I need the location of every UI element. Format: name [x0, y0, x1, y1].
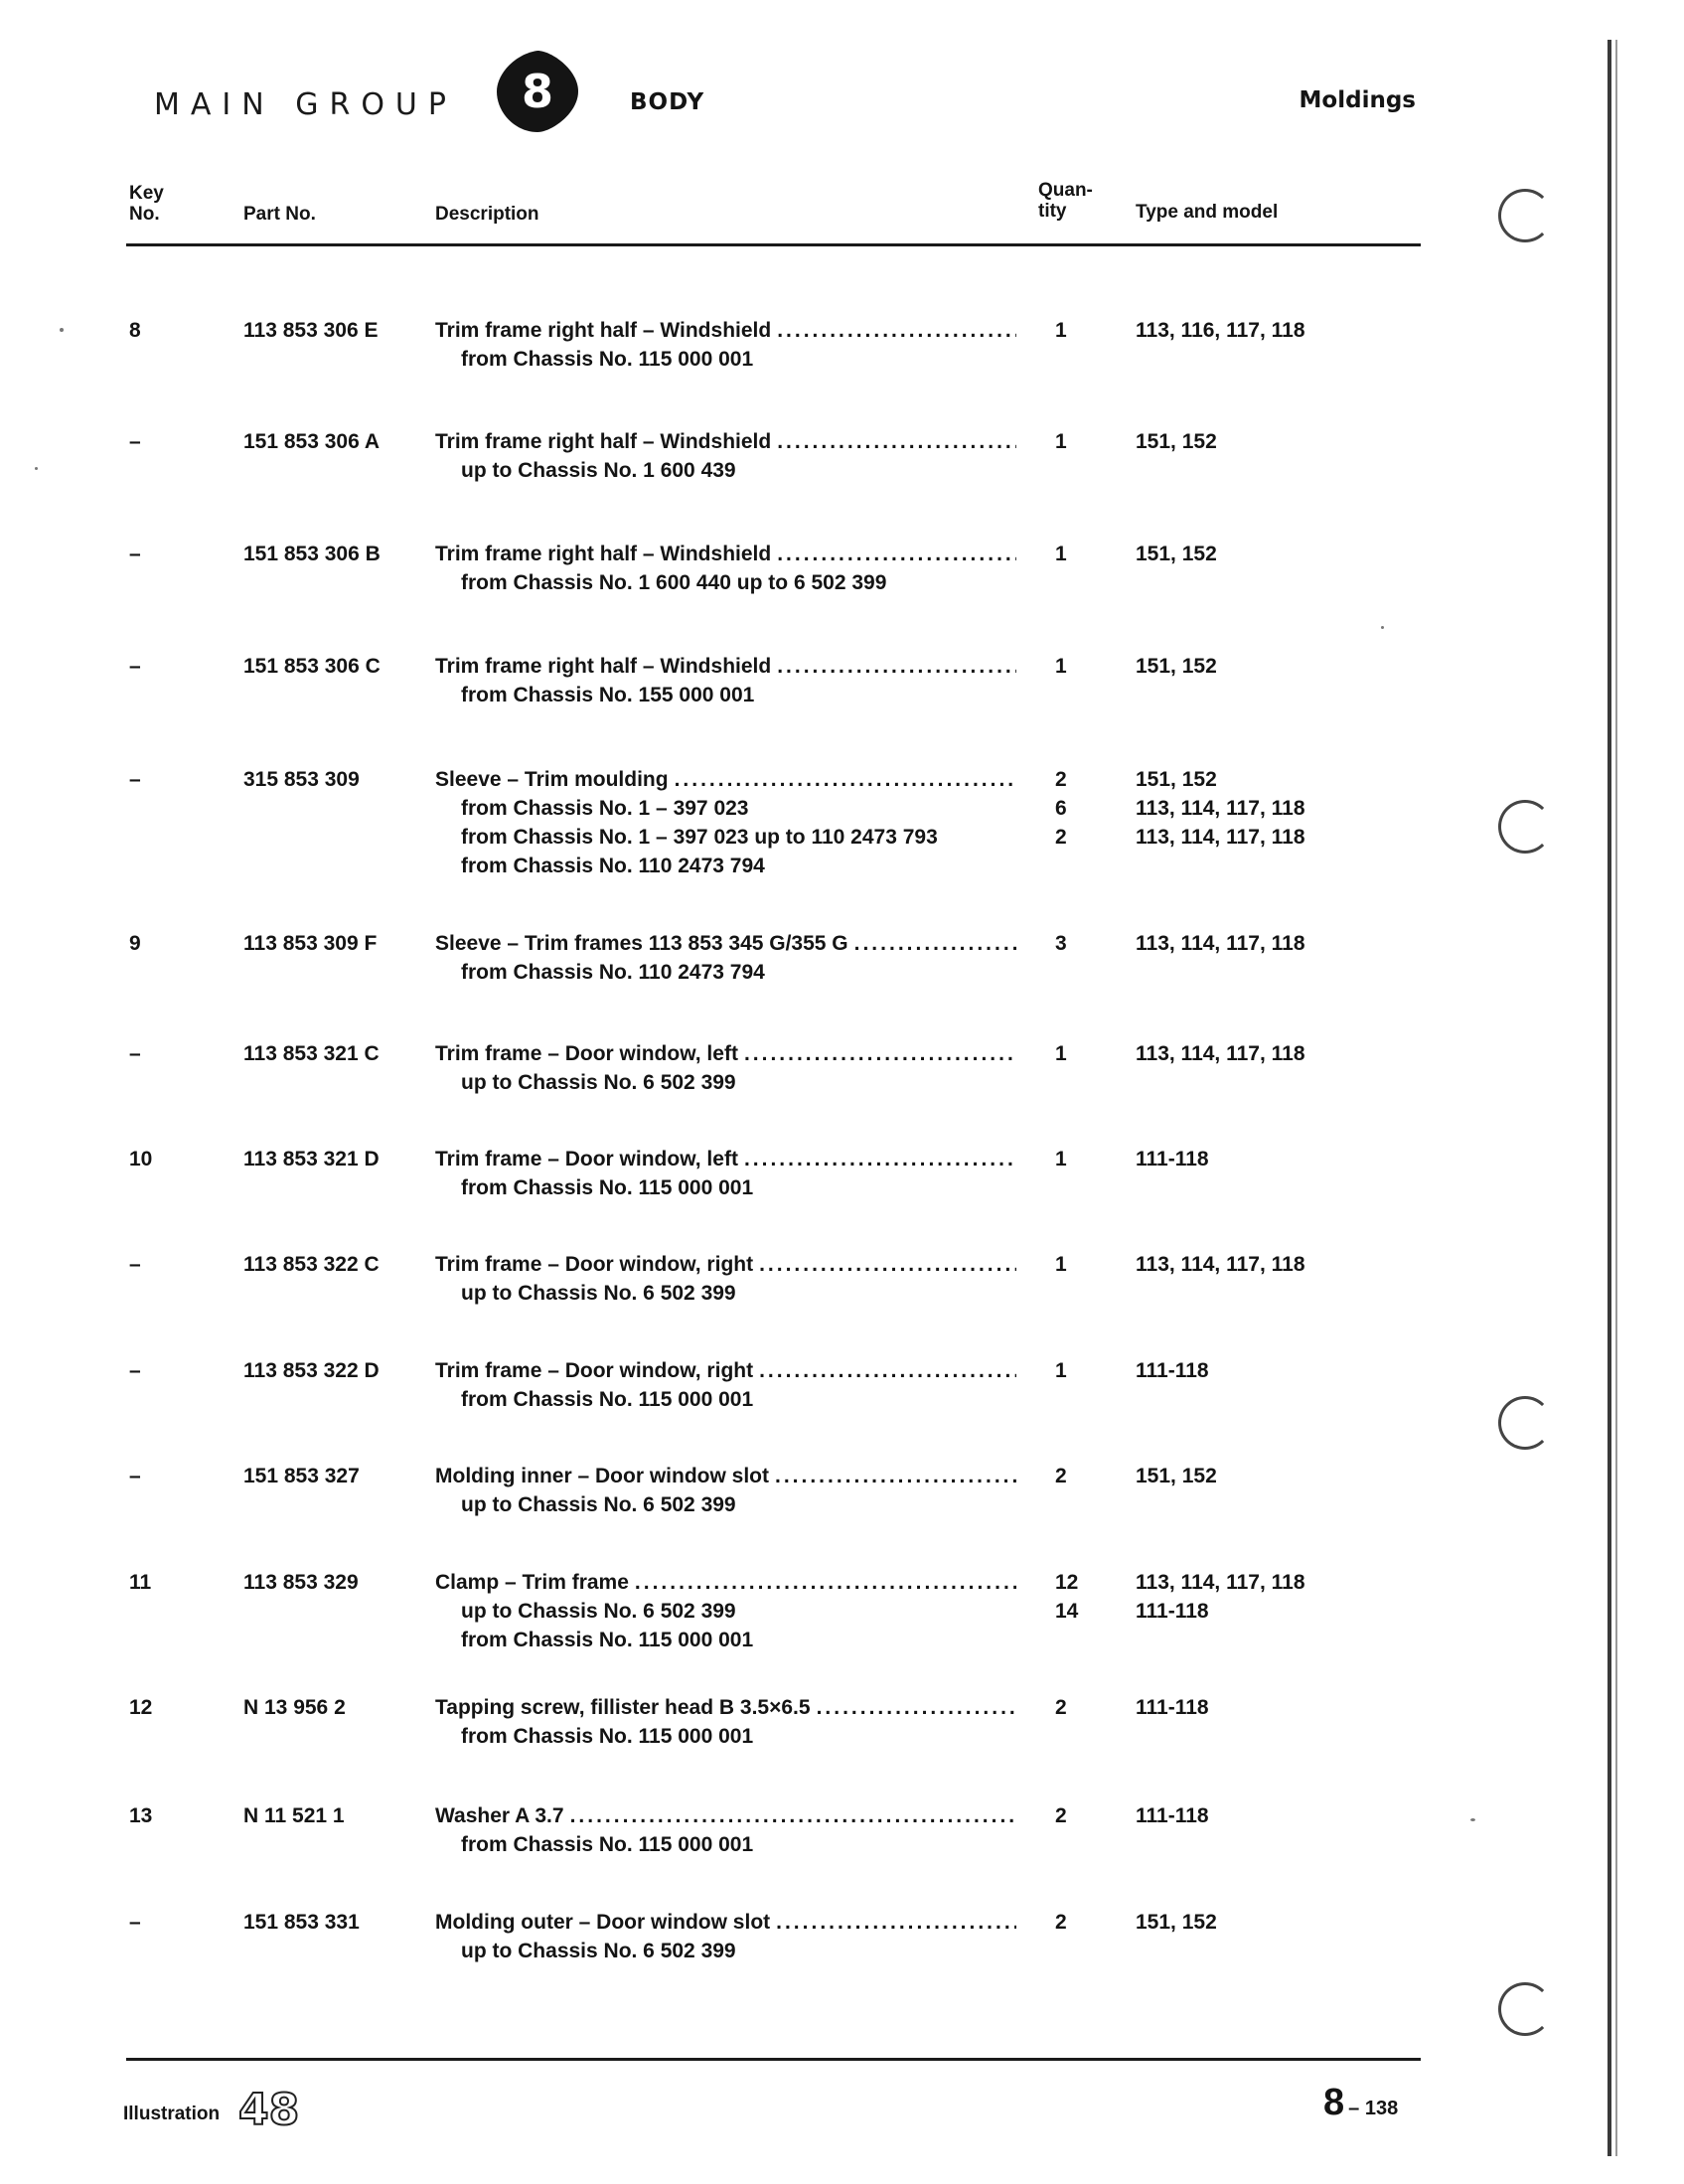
type-value: [1136, 958, 1305, 987]
quantity-value: [1055, 1068, 1085, 1097]
chassis-range: up to Chassis No. 1 600 439: [461, 459, 736, 482]
description: [435, 316, 1016, 374]
quantity: [1055, 1693, 1085, 1751]
key-number: 11: [129, 1571, 152, 1594]
part-number: 315 853 309: [243, 768, 360, 791]
type-value: 113, 114, 117, 118: [1136, 932, 1305, 955]
chassis-range: from Chassis No. 115 000 001: [461, 348, 754, 371]
part-number: 113 853 322 C: [243, 1253, 380, 1276]
quantity-value: [1055, 958, 1085, 987]
quantity: [1055, 1039, 1085, 1097]
part-number: 151 853 331: [243, 1911, 360, 1934]
chassis-range: from Chassis No. 115 000 001: [461, 1176, 754, 1199]
quantity: [1055, 316, 1085, 374]
part-number: 113 853 329: [243, 1571, 359, 1594]
quantity-value: [1055, 1279, 1085, 1308]
chassis-range: from Chassis No. 115 000 001: [461, 1388, 754, 1411]
scan-speckle: [60, 328, 64, 332]
quantity-value: [1055, 1490, 1085, 1519]
type-and-model: [1136, 765, 1305, 852]
chassis-range: up to Chassis No. 6 502 399: [461, 1071, 736, 1094]
type-and-model: [1136, 1801, 1209, 1859]
part-number: 113 853 322 D: [243, 1359, 380, 1382]
description-text: Sleeve – Trim moulding: [435, 768, 669, 791]
description: [435, 540, 1016, 597]
column-header-key: Key No.: [129, 183, 164, 225]
scan-speckle: [1470, 1818, 1475, 1821]
dot-leader: [675, 765, 1016, 794]
dot-leader: [744, 1145, 1016, 1173]
quantity-value: 1: [1055, 319, 1067, 342]
type-value: 151, 152: [1136, 655, 1217, 678]
type-value: [1136, 1068, 1305, 1097]
binder-edge-shadow: [1615, 40, 1617, 2156]
type-value: [1136, 1279, 1305, 1308]
key-number: –: [129, 430, 141, 453]
part-number: 151 853 306 C: [243, 655, 381, 678]
quantity-value: 1: [1055, 543, 1067, 565]
illustration-number: 48: [238, 2085, 300, 2135]
type-value: 111-118: [1136, 1696, 1209, 1719]
chassis-range: from Chassis No. 110 2473 794: [461, 961, 765, 984]
type-value: 113, 114, 117, 118: [1136, 1571, 1305, 1594]
quantity-value: 1: [1055, 655, 1067, 678]
quantity: [1055, 1250, 1085, 1308]
description-text: Trim frame – Door window, right: [435, 1253, 754, 1276]
quantity-value: 1: [1055, 430, 1067, 453]
quantity: [1055, 1462, 1085, 1519]
dot-leader: [777, 427, 1016, 456]
quantity: [1055, 1145, 1085, 1202]
type-value: 113, 114, 117, 118: [1136, 797, 1305, 820]
part-number: 151 853 306 A: [243, 430, 381, 453]
description-text: Molding inner – Door window slot: [435, 1465, 769, 1487]
column-header-part: Part No.: [243, 204, 316, 225]
type-and-model: [1136, 1250, 1305, 1308]
key-number: 10: [129, 1148, 153, 1170]
type-value: [1136, 1385, 1209, 1414]
type-value: [1136, 1722, 1209, 1751]
chassis-range: up to Chassis No. 6 502 399: [461, 1600, 736, 1623]
chassis-range: up to Chassis No. 6 502 399: [461, 1493, 736, 1516]
description: [435, 1250, 1016, 1308]
quantity-value: 1: [1055, 1148, 1067, 1170]
type-value: 111-118: [1136, 1600, 1209, 1623]
group-number-badge: [494, 48, 581, 135]
quantity-value: [1055, 1830, 1085, 1859]
dot-leader: [759, 1356, 1016, 1385]
page-number-main: 8: [1323, 2082, 1345, 2123]
part-number: 113 853 306 E: [243, 319, 379, 342]
quantity-value: [1055, 456, 1085, 485]
footer-rule: [126, 2058, 1421, 2061]
dot-leader: [776, 1908, 1016, 1937]
description-text: Sleeve – Trim frames 113 853 345 G/355 G: [435, 932, 848, 955]
type-value: 111-118: [1136, 1359, 1209, 1382]
quantity: [1055, 427, 1085, 485]
description-text: Trim frame – Door window, left: [435, 1042, 738, 1065]
type-value: 111-118: [1136, 1148, 1209, 1170]
type-value: [1136, 681, 1217, 709]
part-number: N 11 521 1: [243, 1804, 345, 1827]
quantity: [1055, 1801, 1085, 1859]
part-number: 113 853 321 C: [243, 1042, 380, 1065]
key-number: –: [129, 1042, 141, 1065]
chassis-range: from Chassis No. 115 000 001: [461, 1833, 754, 1856]
punch-hole: [1498, 1396, 1552, 1450]
key-number: 8: [129, 319, 141, 342]
quantity-value: [1055, 681, 1085, 709]
chassis-range: from Chassis No. 115 000 001: [461, 1725, 754, 1748]
scan-speckle: [35, 467, 38, 470]
chassis-range: from Chassis No. 155 000 001: [461, 684, 755, 706]
type-value: 151, 152: [1136, 543, 1217, 565]
type-value: 151, 152: [1136, 1911, 1217, 1934]
binder-edge: [1607, 40, 1611, 2156]
description: [435, 1908, 1016, 1965]
punch-hole: [1498, 800, 1552, 854]
quantity: [1055, 929, 1085, 987]
key-number: 9: [129, 932, 141, 955]
dot-leader: [570, 1801, 1016, 1830]
main-group-label: MAIN GROUP: [154, 87, 457, 122]
quantity-value: 2: [1055, 1465, 1067, 1487]
type-and-model: [1136, 929, 1305, 987]
type-and-model: [1136, 1693, 1209, 1751]
description: [435, 765, 1016, 880]
page-number: [1323, 2082, 1398, 2124]
description-text: Clamp – Trim frame: [435, 1571, 629, 1594]
key-number: 13: [129, 1804, 153, 1827]
quantity-value: [1055, 1937, 1085, 1965]
description: [435, 1039, 1016, 1097]
description-text: Trim frame – Door window, right: [435, 1359, 754, 1382]
dot-leader: [744, 1039, 1016, 1068]
punch-hole: [1498, 189, 1552, 242]
quantity-value: 1: [1055, 1359, 1067, 1382]
quantity-value: 2: [1055, 1911, 1067, 1934]
description-text: Washer A 3.7: [435, 1804, 564, 1827]
chassis-range: from Chassis No. 110 2473 794: [461, 855, 765, 877]
part-number: 151 853 327: [243, 1465, 360, 1487]
part-number: 151 853 306 B: [243, 543, 381, 565]
type-value: [1136, 1830, 1209, 1859]
quantity-value: [1055, 1385, 1085, 1414]
type-value: [1136, 568, 1217, 597]
type-value: 113, 116, 117, 118: [1136, 319, 1305, 342]
description: [435, 1462, 1016, 1519]
type-value: 151, 152: [1136, 430, 1217, 453]
description: [435, 1145, 1016, 1202]
key-number: –: [129, 1465, 141, 1487]
type-and-model: [1136, 1039, 1305, 1097]
description-text: Tapping screw, fillister head B 3.5×6.5: [435, 1696, 811, 1719]
quantity: [1055, 1568, 1085, 1626]
description-text: Molding outer – Door window slot: [435, 1911, 771, 1934]
dot-leader: [777, 652, 1016, 681]
chassis-range: up to Chassis No. 6 502 399: [461, 1282, 736, 1305]
section-title: Moldings: [1299, 87, 1416, 113]
key-number: –: [129, 1253, 141, 1276]
key-number: –: [129, 655, 141, 678]
description: [435, 1693, 1016, 1751]
dot-leader: [777, 540, 1016, 568]
description-text: Trim frame right half – Windshield: [435, 430, 772, 453]
quantity-value: 2: [1055, 1804, 1067, 1827]
description: [435, 427, 1016, 485]
chassis-range: up to Chassis No. 6 502 399: [461, 1940, 736, 1962]
type-and-model: [1136, 1356, 1209, 1414]
description-text: Trim frame right half – Windshield: [435, 543, 772, 565]
type-value: [1136, 345, 1305, 374]
dot-leader: [759, 1250, 1016, 1279]
quantity-value: 14: [1055, 1600, 1079, 1623]
group-number: 8: [521, 65, 554, 118]
key-number: –: [129, 543, 141, 565]
key-number: –: [129, 768, 141, 791]
type-value: 111-118: [1136, 1804, 1209, 1827]
type-and-model: [1136, 427, 1217, 485]
key-number: –: [129, 1359, 141, 1382]
type-value: [1136, 1937, 1217, 1965]
type-and-model: [1136, 316, 1305, 374]
type-and-model: [1136, 652, 1217, 709]
part-number: 113 853 321 D: [243, 1148, 380, 1170]
punch-hole: [1498, 1982, 1552, 2036]
illustration-label: Illustration: [123, 2104, 221, 2124]
group-name: BODY: [630, 89, 705, 115]
quantity-value: [1055, 345, 1085, 374]
dot-leader: [817, 1693, 1016, 1722]
type-value: [1136, 456, 1217, 485]
key-number: –: [129, 1911, 141, 1934]
chassis-range: from Chassis No. 1 600 440 up to 6 502 399: [461, 571, 887, 594]
type-value: 113, 114, 117, 118: [1136, 826, 1305, 849]
description-text: Trim frame right half – Windshield: [435, 319, 772, 342]
type-and-model: [1136, 540, 1217, 597]
quantity-value: [1055, 1173, 1085, 1202]
column-header-description: Description: [435, 204, 539, 225]
type-value: 151, 152: [1136, 1465, 1217, 1487]
type-and-model: [1136, 1462, 1217, 1519]
quantity: [1055, 765, 1085, 852]
quantity: [1055, 652, 1085, 709]
quantity-value: 2: [1055, 826, 1067, 849]
chassis-range: from Chassis No. 115 000 001: [461, 1629, 754, 1651]
dot-leader: [777, 316, 1016, 345]
page-number-suffix: – 138: [1348, 2098, 1399, 2119]
dot-leader: [775, 1462, 1016, 1490]
quantity-value: 2: [1055, 1696, 1067, 1719]
quantity-value: 1: [1055, 1042, 1067, 1065]
description: [435, 1801, 1016, 1859]
type-and-model: [1136, 1568, 1305, 1626]
quantity-value: 2: [1055, 768, 1067, 791]
description: [435, 929, 1016, 987]
description-text: Trim frame – Door window, left: [435, 1148, 738, 1170]
description: [435, 1568, 1016, 1654]
quantity-value: 1: [1055, 1253, 1067, 1276]
scan-speckle: [1381, 626, 1384, 629]
column-header-quantity: Quan-tity: [1038, 180, 1093, 222]
quantity-value: [1055, 1722, 1085, 1751]
type-value: [1136, 1173, 1209, 1202]
quantity: [1055, 1908, 1085, 1965]
part-number: N 13 956 2: [243, 1696, 346, 1719]
description-text: Trim frame right half – Windshield: [435, 655, 772, 678]
dot-leader: [854, 929, 1016, 958]
quantity: [1055, 540, 1085, 597]
type-value: [1136, 1490, 1217, 1519]
type-and-model: [1136, 1145, 1209, 1202]
part-number: 113 853 309 F: [243, 932, 378, 955]
header-rule: [126, 243, 1421, 246]
dot-leader: [635, 1568, 1016, 1597]
key-number: 12: [129, 1696, 153, 1719]
type-and-model: [1136, 1908, 1217, 1965]
quantity: [1055, 1356, 1085, 1414]
quantity-value: 3: [1055, 932, 1067, 955]
type-value: 113, 114, 117, 118: [1136, 1042, 1305, 1065]
description: [435, 652, 1016, 709]
quantity-value: [1055, 568, 1085, 597]
chassis-range: from Chassis No. 1 – 397 023 up to 110 2473 793: [461, 826, 938, 849]
description: [435, 1356, 1016, 1414]
column-header-type: Type and model: [1136, 202, 1279, 223]
quantity-value: 6: [1055, 797, 1067, 820]
quantity-value: 12: [1055, 1571, 1079, 1594]
type-value: 113, 114, 117, 118: [1136, 1253, 1305, 1276]
chassis-range: from Chassis No. 1 – 397 023: [461, 797, 749, 820]
type-value: 151, 152: [1136, 768, 1217, 791]
